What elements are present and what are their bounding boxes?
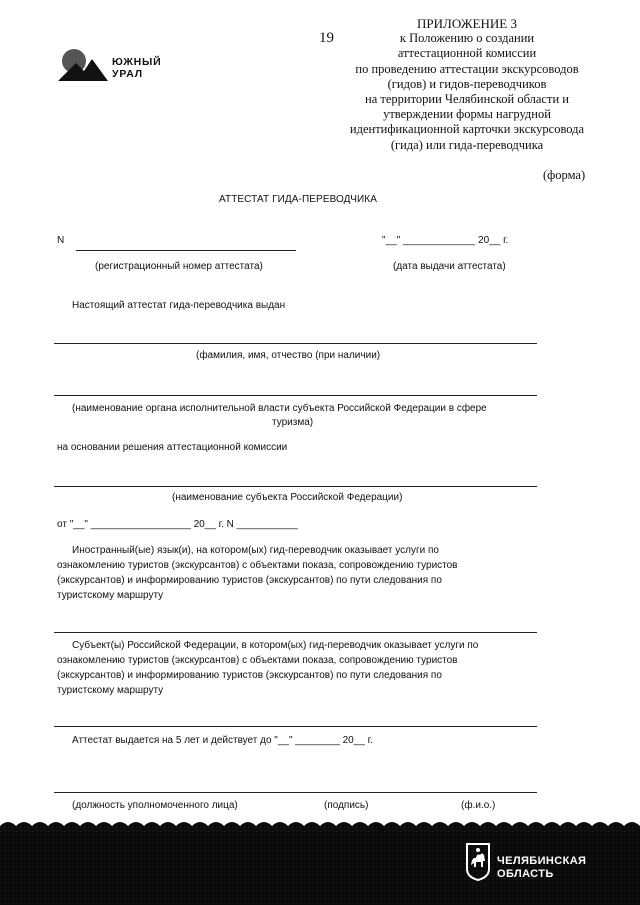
subjects-paragraph xyxy=(57,638,533,698)
logo-yuzhny-ural xyxy=(56,47,176,83)
appendix-line: аттестационной комиссии xyxy=(397,46,537,61)
validity-text: Аттестат выдается на 5 лет и действует до "__" ________ 20__ г. xyxy=(72,735,373,746)
mountain-logo-icon xyxy=(56,47,110,83)
authority-caption: (наименование органа исполнительной власти субъекта Российской Федерации в сфере xyxy=(72,403,487,414)
position-caption: (должность уполномоченного лица) xyxy=(72,800,238,811)
logo-line1: ЮЖНЫЙ xyxy=(112,56,162,68)
logo-line2: УРАЛ xyxy=(112,68,143,80)
paragraph-line: (экскурсантов) и информированию туристов (экскурсантов) по пути следования по xyxy=(57,670,442,681)
subject-line xyxy=(54,486,537,487)
appendix-line: утверждении формы нагрудной xyxy=(383,107,551,122)
issue-date-caption: (дата выдачи аттестата) xyxy=(393,261,506,272)
appendix-line: (гида) или гида-переводчика xyxy=(390,137,544,152)
forma-label: (форма) xyxy=(543,168,586,182)
paragraph-line: Иностранный(ые) язык(и), на котором(ых) гид-переводчик оказывает услуги по xyxy=(72,545,439,556)
document-title: АТТЕСТАТ ГИДА-ПЕРЕВОДЧИКА xyxy=(219,194,377,205)
fio-caption: (фамилия, имя, отчество (при наличии) xyxy=(196,350,381,361)
fio-line xyxy=(54,343,537,344)
appendix-line: идентификационной карточки экскурсовода xyxy=(349,122,585,137)
decision-date-number: от "__" __________________ 20__ г. N ___________ xyxy=(57,519,298,530)
languages-paragraph xyxy=(57,543,533,603)
name-caption: (ф.и.о.) xyxy=(461,800,496,811)
signature-caption: (подпись) xyxy=(324,800,369,811)
paragraph-line: ознакомлению туристов (экскурсантов) с объектами показа, сопровождению туристов xyxy=(57,655,458,666)
appendix-title: ПРИЛОЖЕНИЕ 3 xyxy=(417,16,517,31)
appendix-header xyxy=(336,16,598,153)
page-number: 19 xyxy=(319,30,334,46)
appendix-line: на территории Челябинской области и xyxy=(365,92,569,107)
issue-date-field: "__" _____________ 20__ г. xyxy=(382,235,509,246)
languages-line xyxy=(54,632,537,633)
paragraph-line: (экскурсантов) и информированию туристов (экскурсантов) по пути следования по xyxy=(57,575,442,586)
subject-caption: (наименование субъекта Российской Федерации) xyxy=(172,492,403,503)
subjects-line xyxy=(54,726,537,727)
footer-region-line2: ОБЛАСТЬ xyxy=(497,868,554,880)
paragraph-line: ознакомлению туристов (экскурсантов) с объектами показа, сопровождению туристов xyxy=(57,560,458,571)
issued-to-text: Настоящий аттестат гида-переводчика выдан xyxy=(72,300,286,311)
authority-line xyxy=(54,395,537,396)
reg-number-line xyxy=(76,250,296,251)
footer-region-line1: ЧЕЛЯБИНСКАЯ xyxy=(497,855,587,867)
authority-caption-cont: туризма) xyxy=(272,417,314,428)
paragraph-line: Субъект(ы) Российской Федерации, в котором(ых) гид-переводчик оказывает услуги по xyxy=(72,640,479,651)
paragraph-line: туристскому маршруту xyxy=(57,590,164,601)
signature-line xyxy=(54,792,537,793)
basis-text: на основании решения аттестационной комиссии xyxy=(57,442,288,453)
chelyabinsk-emblem-icon xyxy=(466,843,490,881)
number-prefix: N xyxy=(57,235,65,246)
appendix-line: по проведению аттестации экскурсоводов xyxy=(355,61,579,76)
appendix-line: к Положению о создании xyxy=(399,31,535,46)
paragraph-line: туристскому маршруту xyxy=(57,685,164,696)
appendix-line: (гидов) и гидов-переводчиков xyxy=(387,76,547,91)
reg-number-caption: (регистрационный номер аттестата) xyxy=(95,261,263,272)
